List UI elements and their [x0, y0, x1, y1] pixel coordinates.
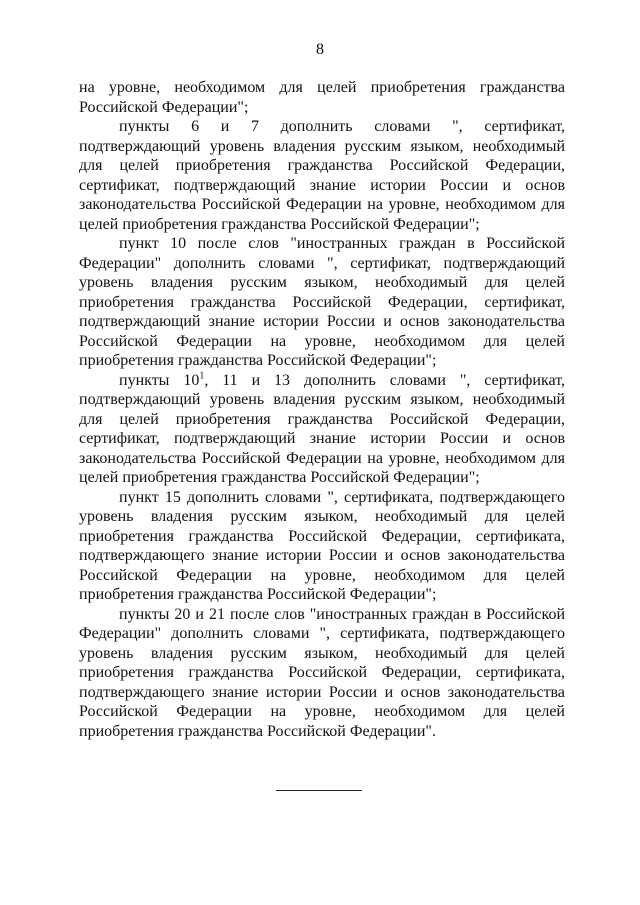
superscript-index: 1: [199, 370, 205, 382]
paragraph-text-before: пункты 10: [119, 371, 200, 389]
paragraph-text-after: , 11 и 13 дополнить словами ", сертификат, подтверждающий уровень владения русским языком, необходимый для целей приобретения гражданства Российской Федерации, сертификат, подтверждающий знание истории России и основ законодательства Российской Федерации на уровне, необходимом для целей приобретения гражданства Российской Федерации";: [79, 371, 565, 486]
paragraph-items-20-21: пункты 20 и 21 после слов "иностранных граждан в Российской Федерации" дополнить словами ", сертификата, подтверждающего уровень владения русским языком, необходимый для целей приобретения гражданства Российской Федерации, сертификата, подтверждающего знание истории России и основ законодательства Российской Федерации на уровне, необходимом для целей приобретения гражданства Российской Федерации".: [79, 605, 565, 740]
document-body: [79, 78, 565, 741]
paragraph-items-10-1-11-13: [79, 371, 565, 488]
paragraph-items-6-7: пункты 6 и 7 дополнить словами ", сертификат, подтверждающий уровень владения русским языком, необходимый для целей приобретения гражданства Российской Федерации, сертификат, подтверждающий знание истории России и основ законодательства Российской Федерации на уровне, необходимом для целей приобретения гражданства Российской Федерации";: [79, 118, 565, 233]
end-of-text-divider: [276, 790, 362, 791]
paragraph-continuation: на уровне, необходимом для целей приобретения гражданства Российской Федерации";: [79, 79, 565, 116]
paragraph-item-15: пункт 15 дополнить словами ", сертификата, подтверждающего уровень владения русским языком, необходимый для целей приобретения гражданства Российской Федерации, сертификата, подтверждающего знание истории России и основ законодательства Российской Федерации на уровне, необходимом для целей приобретения гражданства Российской Федерации";: [79, 488, 565, 603]
paragraph-item-10: пункт 10 после слов "иностранных граждан в Российской Федерации" дополнить словами ", сертификат, подтверждающий уровень владения русским языком, необходимый для целей приобретения гражданства Российской Федерации, сертификат, подтверждающий знание истории России и основ законодательства Российской Федерации на уровне, необходимом для целей приобретения гражданства Российской Федерации";: [79, 235, 565, 369]
page-number: 8: [316, 41, 324, 58]
